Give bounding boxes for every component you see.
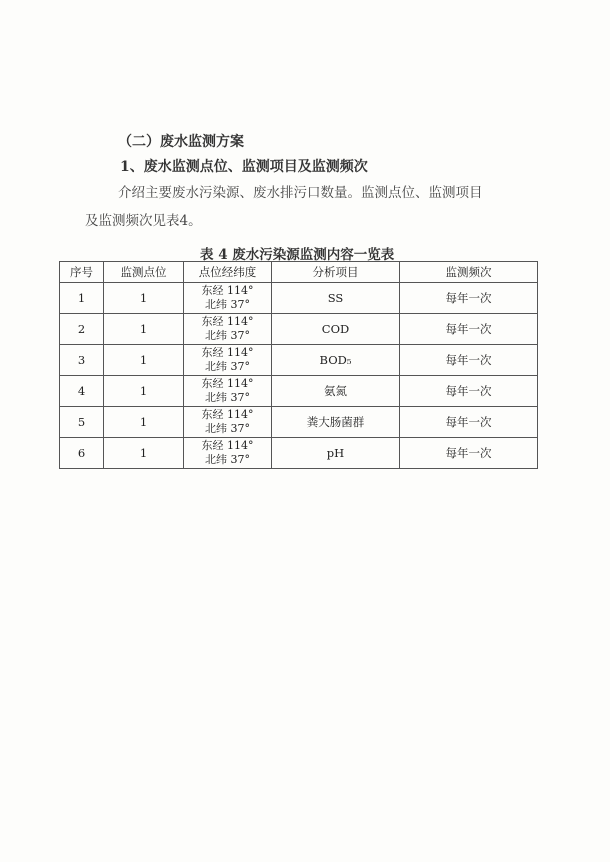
longitude-text: 东经 114° xyxy=(201,346,254,359)
cell-no: 4 xyxy=(60,376,104,407)
latitude-text: 北纬 37° xyxy=(205,329,250,342)
cell-item: 氨氮 xyxy=(272,376,400,407)
paragraph-line-2: 及监测频次见表4。 xyxy=(85,213,202,229)
table-row xyxy=(60,314,538,345)
cell-no: 2 xyxy=(60,314,104,345)
table-row xyxy=(60,438,538,469)
cell-item: pH xyxy=(272,438,400,469)
longitude-text: 东经 114° xyxy=(201,315,254,328)
latitude-text: 北纬 37° xyxy=(205,453,250,466)
cell-coords xyxy=(184,376,272,407)
section-heading: （二）废水监测方案 xyxy=(118,134,244,150)
longitude-text: 东经 114° xyxy=(201,284,254,297)
table-caption: 表 4 废水污染源监测内容一览表 xyxy=(200,247,395,263)
latitude-text: 北纬 37° xyxy=(205,360,250,373)
cell-point: 1 xyxy=(104,283,184,314)
cell-point: 1 xyxy=(104,314,184,345)
table-row xyxy=(60,407,538,438)
table-row xyxy=(60,376,538,407)
cell-no: 1 xyxy=(60,283,104,314)
longitude-text: 东经 114° xyxy=(201,408,254,421)
cell-coords xyxy=(184,407,272,438)
header-frequency: 监测频次 xyxy=(400,262,538,283)
cell-no: 5 xyxy=(60,407,104,438)
header-item: 分析项目 xyxy=(272,262,400,283)
cell-item: COD xyxy=(272,314,400,345)
header-coords: 点位经纬度 xyxy=(184,262,272,283)
cell-point: 1 xyxy=(104,438,184,469)
cell-frequency: 每年一次 xyxy=(400,376,538,407)
cell-item: 粪大肠菌群 xyxy=(272,407,400,438)
cell-coords xyxy=(184,283,272,314)
cell-coords xyxy=(184,345,272,376)
latitude-text: 北纬 37° xyxy=(205,298,250,311)
cell-frequency: 每年一次 xyxy=(400,407,538,438)
longitude-text: 东经 114° xyxy=(201,439,254,452)
cell-frequency: 每年一次 xyxy=(400,314,538,345)
cell-frequency: 每年一次 xyxy=(400,345,538,376)
cell-frequency: 每年一次 xyxy=(400,438,538,469)
cell-item: SS xyxy=(272,283,400,314)
cell-item: BOD₅ xyxy=(272,345,400,376)
table-row xyxy=(60,345,538,376)
header-no: 序号 xyxy=(60,262,104,283)
cell-coords xyxy=(184,314,272,345)
latitude-text: 北纬 37° xyxy=(205,422,250,435)
table-row xyxy=(60,283,538,314)
cell-point: 1 xyxy=(104,376,184,407)
latitude-text: 北纬 37° xyxy=(205,391,250,404)
red-stamp-mark xyxy=(592,370,606,480)
monitoring-table xyxy=(59,261,538,469)
cell-coords xyxy=(184,438,272,469)
cell-point: 1 xyxy=(104,407,184,438)
paragraph-line-1: 介绍主要废水污染源、废水排污口数量。监测点位、监测项目 xyxy=(118,185,483,201)
cell-point: 1 xyxy=(104,345,184,376)
cell-no: 3 xyxy=(60,345,104,376)
subsection-heading: 1、废水监测点位、监测项目及监测频次 xyxy=(120,159,368,175)
cell-frequency: 每年一次 xyxy=(400,283,538,314)
table-header-row xyxy=(60,262,538,283)
cell-no: 6 xyxy=(60,438,104,469)
longitude-text: 东经 114° xyxy=(201,377,254,390)
header-point: 监测点位 xyxy=(104,262,184,283)
